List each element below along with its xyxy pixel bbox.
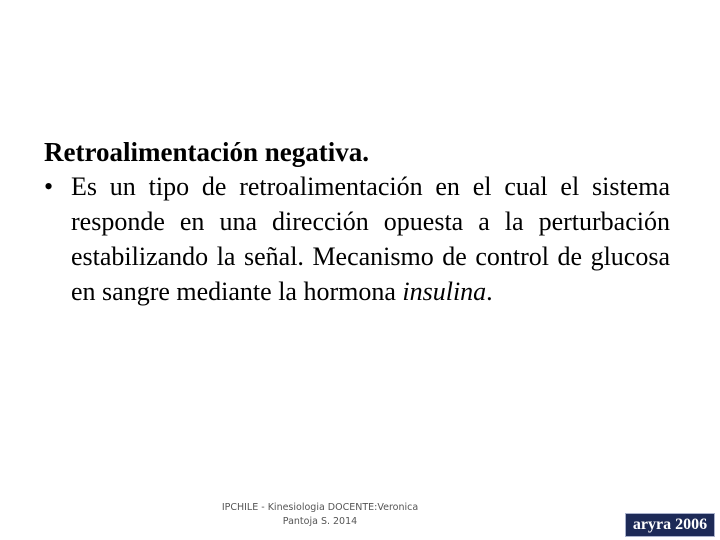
bullet-marker: • xyxy=(44,172,54,201)
bullet-text xyxy=(71,169,670,309)
aryra-badge: aryra 2006 xyxy=(625,513,715,537)
bullet-text-end: . xyxy=(486,277,493,306)
bullet-item xyxy=(44,169,670,309)
slide-content xyxy=(44,135,670,309)
footer-line-2: Pantoja S. 2014 xyxy=(282,516,358,527)
footer-line-1: IPCHILE - Kinesiologia DOCENTE:Veronica xyxy=(221,502,419,513)
bullet-text-italic: insulina xyxy=(402,277,487,306)
footer-credit xyxy=(220,501,420,529)
slide-heading: Retroalimentación negativa. xyxy=(44,137,369,167)
bullet-text-main: Es un tipo de retroalimentación en el cual el sistema responde en una dirección opuesta a la perturbación estabilizando la señal. Mecanismo de control de glucosa en sangre mediante la hormona xyxy=(71,172,670,306)
